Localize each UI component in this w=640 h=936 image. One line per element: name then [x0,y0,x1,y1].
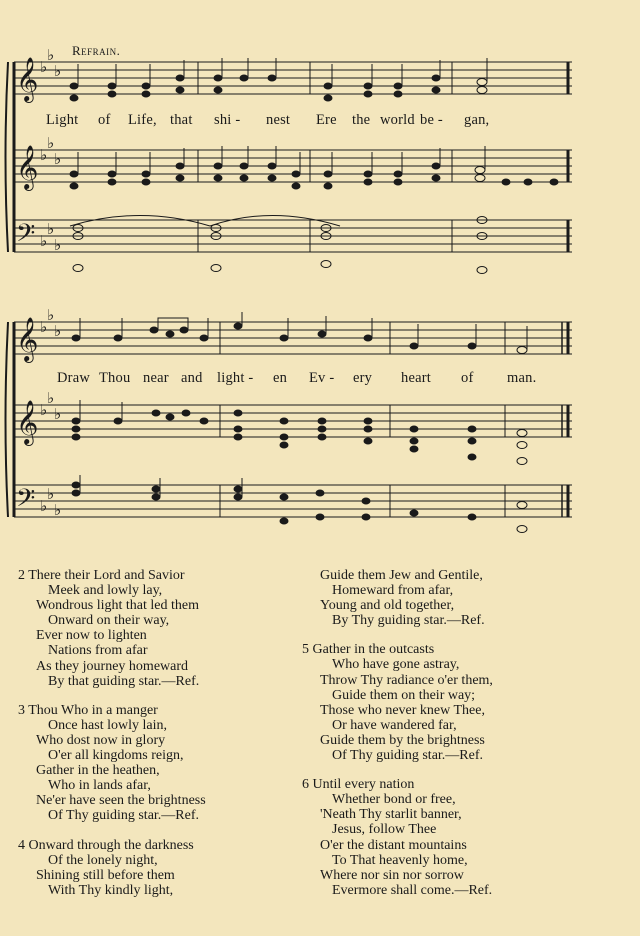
verse-number: 6 [302,777,313,793]
s1-top-notes [70,58,487,101]
verse-line-text: There their Lord and Savior [28,568,185,583]
lyric-syllable: Light [46,112,79,128]
treble-clef-icon: 𝄞 [16,400,39,444]
verse-line: Gather in the heathen, [36,763,160,779]
verse-line: O'er all kingdoms reign, [48,748,184,764]
treble-clef-icon: 𝄞 [16,317,39,361]
verse-number: 3 [18,702,29,718]
svg-text:♭: ♭ [54,236,62,254]
verses-column-right [302,568,493,912]
verse-line: Where nor sin nor sorrow [320,867,464,883]
verse-line: Who dost now in glory [36,732,166,748]
svg-text:♭: ♭ [40,232,48,250]
bass-clef-icon: 𝄢 [16,484,36,519]
verse-line: Nations from afar [48,643,148,659]
verse-line: With Thy kindly light, [48,882,174,898]
verse-number: 5 [302,642,313,658]
treble-clef-icon: 𝄞 [16,145,39,189]
lyric-syllable: en [273,370,288,386]
svg-text:♭: ♭ [47,134,55,152]
system2-notes [72,312,527,533]
svg-text:♭: ♭ [47,389,55,407]
verse-block [18,568,206,689]
verse-line: 'Neath Thy starlit banner, [320,807,462,823]
lyric-syllable: man. [507,370,537,386]
verse-line: Or have wandered far, [332,717,457,733]
verse-number: 4 [18,837,29,853]
verse-line: Those who never knew Thee, [320,702,485,718]
lyric-syllable: world [380,112,415,128]
verse-line: As they journey homeward [36,658,189,674]
verse-line: Once hast lowly lain, [48,717,167,733]
lyric-syllable: Ev - [309,370,335,386]
svg-text:♭: ♭ [40,58,48,76]
verses-column-left [18,568,206,912]
lyric-syllable: be - [420,112,443,128]
svg-text:♭: ♭ [40,146,48,164]
svg-text:♭: ♭ [40,318,48,336]
verse-line [18,568,206,583]
verse-line: Throw Thy radiance o'er them, [320,672,493,688]
verse-line: By that guiding star.—Ref. [48,673,200,689]
verse-line-text: Thou Who in a manger [28,702,158,718]
lyric-syllable: heart [401,370,431,386]
s2-top-notes [72,312,527,354]
lyric-syllable: and [181,370,203,386]
verse-line: Young and old together, [320,598,455,614]
bass-clef-icon: 𝄢 [16,219,36,254]
verse-line: Of the lonely night, [48,852,158,868]
verse-line: Who have gone astray, [332,657,460,673]
refrain-label: Refrain. [72,43,121,58]
verse-line: Onward on their way, [48,613,170,629]
lyric-syllable: of [98,112,111,128]
lyric-syllable: of [461,370,474,386]
svg-text:♭: ♭ [54,405,62,423]
lyric-syllable: Draw [57,370,91,386]
s1-mid-notes [70,146,558,189]
verse-line [302,777,493,792]
svg-text:♭: ♭ [47,220,55,238]
lyric-syllable: gan, [464,112,490,128]
lyric-syllable: that [170,112,193,128]
verse-line: Guide them Jew and Gentile, [320,568,483,583]
svg-text:♭: ♭ [54,501,62,519]
s2-bass-notes [72,475,527,533]
verse-line: O'er the distant mountains [320,837,467,853]
lyric-syllable: nest [266,112,291,128]
svg-text:♭: ♭ [54,62,62,80]
verse-number: 2 [18,568,29,583]
verse-block [18,703,206,824]
verse-line: Who in lands afar, [48,778,151,794]
verse-line: To That heavenly home, [332,852,468,868]
lyric-syllable: shi - [214,112,241,128]
svg-text:♭: ♭ [54,322,62,340]
verse-block [302,642,493,763]
svg-text:♭: ♭ [54,150,62,168]
verse-line: Guide them on their way; [332,687,476,703]
lyric-syllable: Ere [316,112,337,128]
verse-line: Of Thy guiding star.—Ref. [332,748,484,764]
treble-clef-icon: 𝄞 [16,57,39,101]
verse-line-text: Until every nation [312,777,415,793]
verse-line: Of Thy guiding star.—Ref. [48,808,200,824]
svg-text:♭: ♭ [40,497,48,515]
verse-block [18,838,206,898]
svg-text:♭: ♭ [47,306,55,324]
lyric-syllable: the [352,112,371,128]
verse-line: Shining still before them [36,867,175,883]
verse-line: By Thy guiding star.—Ref. [332,613,485,629]
verse-line: Ne'er have seen the brightness [36,793,206,809]
lyric-syllable: near [143,370,169,386]
verse-line-text: Onward through the darkness [28,837,194,853]
verse-line [18,703,206,718]
verse-line-text: Gather in the outcasts [312,642,435,658]
verse-line: Evermore shall come.—Ref. [332,882,493,898]
svg-text:♭: ♭ [47,485,55,503]
verse-line [302,642,493,657]
verse-line: Wondrous light that led them [36,598,199,614]
system2-staves [14,322,572,517]
verse-block [302,777,493,898]
verse-line: Jesus, follow Thee [332,822,437,838]
s2-mid-notes [72,400,527,465]
svg-text:♭: ♭ [40,401,48,419]
verse-line: Whether bond or free, [332,792,456,808]
verse-line [18,838,206,853]
lyric-syllable: Thou [99,370,131,386]
verse-line: Guide them by the brightness [320,732,485,748]
lyric-syllable: Life, [128,112,157,128]
system1-staves [14,62,572,252]
verse-block [302,568,493,628]
verse-line: Ever now to lighten [36,628,147,644]
svg-text:♭: ♭ [47,46,55,64]
lyric-syllable: ery [353,370,373,386]
verse-line: Meek and lowly lay, [48,583,163,599]
lyric-syllable: light - [217,370,254,386]
verse-line: Homeward from afar, [332,583,454,599]
